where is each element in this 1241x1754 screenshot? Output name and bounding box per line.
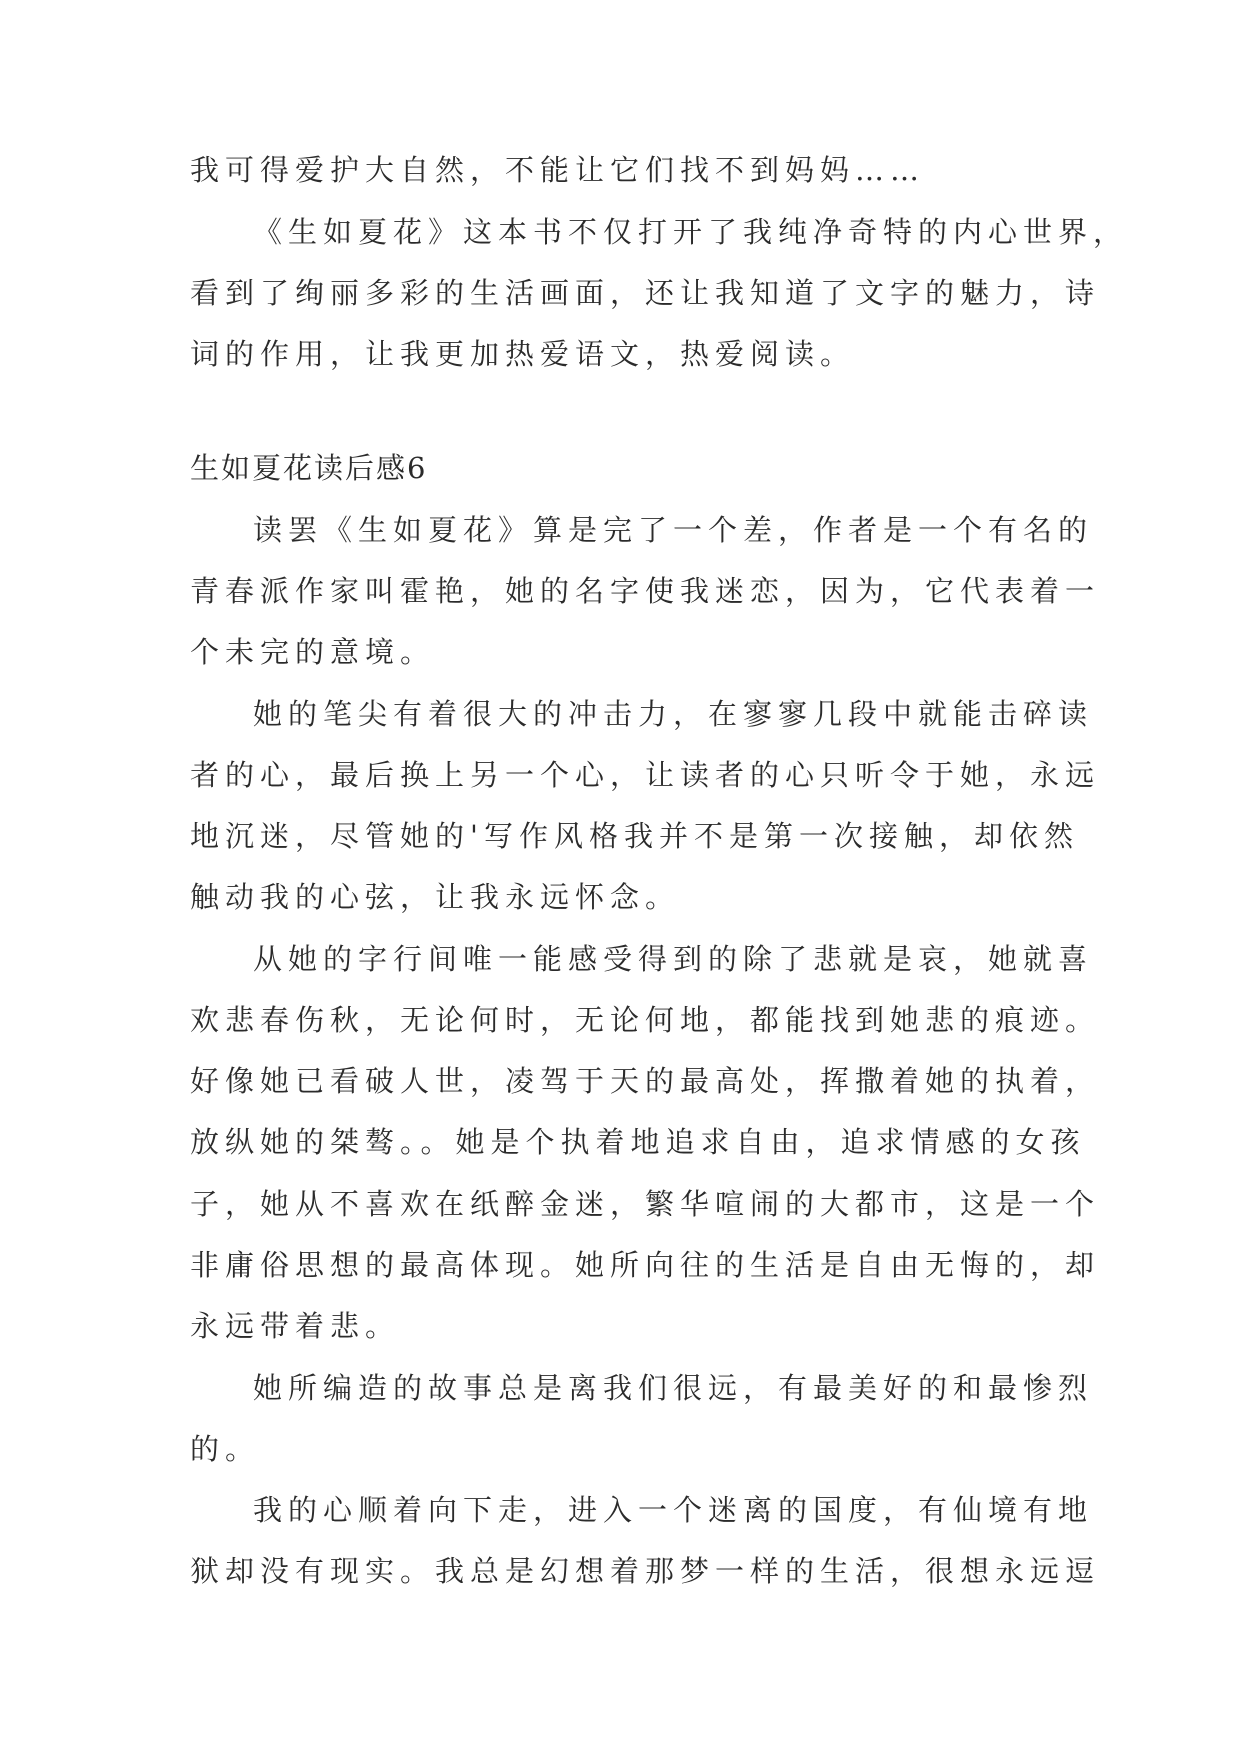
paragraph-start-line: 读罢《生如夏花》算是完了一个差，作者是一个有名的 (253, 513, 1094, 547)
text-line: 触动我的心弦，让我永远怀念。 (190, 880, 681, 914)
text-line: 子，她从不喜欢在纸醉金迷，繁华喧闹的大都市，这是一个 (190, 1187, 1101, 1221)
paragraph-start-line: 《生如夏花》这本书不仅打开了我纯净奇特的内心世界， (253, 215, 1129, 249)
paragraph-start-line: 我的心顺着向下走，进入一个迷离的国度，有仙境有地 (253, 1493, 1094, 1527)
text-line: 永远带着悲。 (190, 1309, 401, 1343)
text-line: 我可得爱护大自然，不能让它们找不到妈妈…… (190, 153, 926, 187)
text-line: 的。 (190, 1432, 261, 1466)
paragraph-start-line: 从她的字行间唯一能感受得到的除了悲就是哀，她就喜 (253, 942, 1094, 976)
text-line: 地沉迷，尽管她的'写作风格我并不是第一次接触，却依然 (190, 819, 1079, 853)
text-line: 狱却没有现实。我总是幻想着那梦一样的生活，很想永远逗 (190, 1554, 1101, 1588)
text-line: 词的作用，让我更加热爱语文，热爱阅读。 (190, 337, 856, 371)
text-line: 个未完的意境。 (190, 635, 436, 669)
text-line: 放纵她的桀骜。。她是个执着地追求自由，追求情感的女孩 (190, 1125, 1086, 1159)
text-line: 者的心，最后换上另一个心，让读者的心只听令于她，永远 (190, 758, 1101, 792)
text-line: 好像她已看破人世，凌驾于天的最高处，挥撒着她的执着， (190, 1064, 1101, 1098)
text-line: 看到了绚丽多彩的生活画面，还让我知道了文字的魅力，诗 (190, 276, 1101, 310)
text-line: 青春派作家叫霍艳，她的名字使我迷恋，因为，它代表着一 (190, 574, 1101, 608)
text-line: 非庸俗思想的最高体现。她所向往的生活是自由无悔的，却 (190, 1248, 1101, 1282)
section-heading: 生如夏花读后感6 (190, 451, 428, 485)
text-line: 欢悲春伤秋，无论何时，无论何地，都能找到她悲的痕迹。 (190, 1003, 1101, 1037)
paragraph-start-line: 她的笔尖有着很大的冲击力，在寥寥几段中就能击碎读 (253, 697, 1094, 731)
paragraph-start-line: 她所编造的故事总是离我们很远，有最美好的和最惨烈 (253, 1371, 1094, 1405)
